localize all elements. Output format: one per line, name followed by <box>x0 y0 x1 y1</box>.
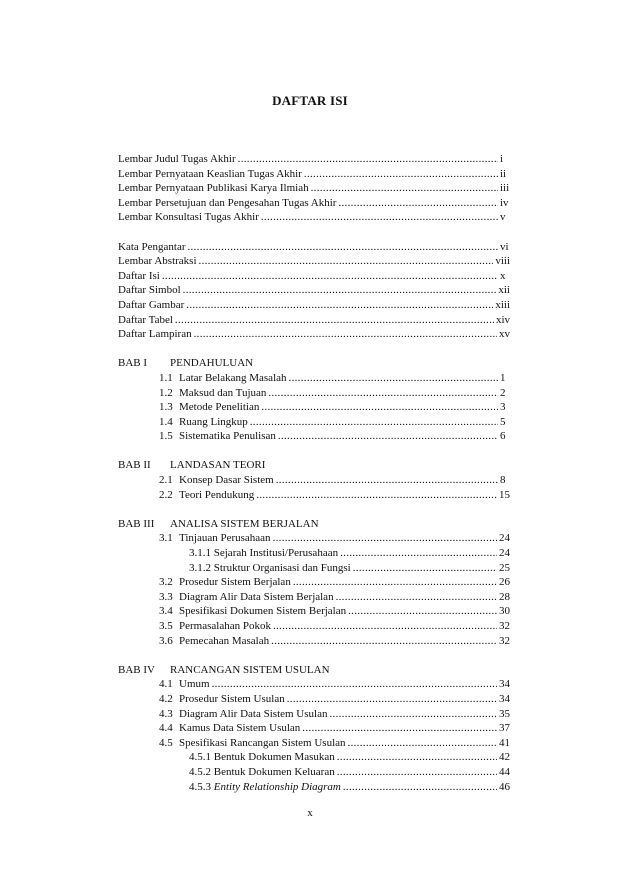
entry-text: Lembar Pernyataan Keaslian Tugas Akhir <box>118 167 302 180</box>
entry-title <box>159 531 271 546</box>
toc-entry <box>118 473 510 488</box>
entry-page: xii <box>498 284 510 297</box>
toc-entry <box>118 313 510 328</box>
toc-entry <box>118 210 510 225</box>
dot-leader <box>188 240 499 255</box>
toc-entry <box>118 269 510 284</box>
entry-text: Tinjauan Perusahaan <box>179 532 271 545</box>
toc-entry <box>118 561 510 576</box>
entry-title <box>159 386 266 401</box>
toc-entry <box>118 371 510 386</box>
toc-entry <box>118 152 510 167</box>
entry-text: Entity Relationship Diagram <box>213 780 341 793</box>
toc-entry <box>118 721 510 736</box>
chapter-label: BAB IV <box>118 663 155 676</box>
toc-entry <box>118 750 510 765</box>
entry-title <box>159 429 276 444</box>
dot-leader <box>329 707 497 722</box>
entry-title <box>189 561 351 576</box>
entry-title <box>118 210 259 225</box>
entry-text: Prosedur Sistem Usulan <box>179 692 285 705</box>
entry-text: Lembar Persetujuan dan Pengesahan Tugas Akhir <box>118 196 337 209</box>
entry-title <box>159 371 287 386</box>
toc-entry <box>118 386 510 401</box>
entry-page: 1 <box>500 371 506 384</box>
dot-leader <box>175 313 494 328</box>
entry-title <box>159 619 271 634</box>
chapter-heading <box>118 663 510 678</box>
dot-leader <box>194 327 497 342</box>
entry-page: 15 <box>499 488 510 501</box>
entry-title <box>118 327 192 342</box>
dot-leader <box>302 721 497 736</box>
toc-entry <box>118 298 510 313</box>
dot-leader <box>261 400 498 415</box>
spacer <box>118 444 510 459</box>
toc-entry <box>118 488 510 503</box>
toc-entry <box>118 429 510 444</box>
entry-page: iii <box>500 182 510 195</box>
entry-number: 2.1 <box>159 474 173 487</box>
entry-page: viii <box>495 255 510 268</box>
entry-title <box>118 254 197 269</box>
toc-entry <box>118 634 510 649</box>
table-of-contents <box>118 152 510 794</box>
entry-text: Permasalahan Pokok <box>179 620 271 632</box>
dot-leader <box>289 371 498 386</box>
dot-leader <box>348 736 497 751</box>
entry-title <box>159 473 274 488</box>
entry-number: 1.2 <box>159 386 173 399</box>
dot-leader <box>256 488 497 503</box>
dot-leader <box>343 780 497 795</box>
toc-entry <box>118 765 510 780</box>
chapter-title: LANDASAN TEORI <box>170 459 266 472</box>
entry-number: 3.5 <box>159 620 173 632</box>
dot-leader <box>304 167 498 182</box>
entry-text: Metode Penelitian <box>179 401 260 414</box>
entry-page: 28 <box>499 590 510 603</box>
dot-leader <box>278 429 498 444</box>
entry-page: 34 <box>499 692 510 705</box>
dot-leader <box>336 590 497 605</box>
entry-number: 2.2 <box>159 488 173 501</box>
dot-leader <box>273 619 497 634</box>
entry-page: 26 <box>499 576 510 589</box>
dot-leader <box>271 634 497 649</box>
entry-page: 34 <box>499 678 510 691</box>
dot-leader <box>162 269 498 284</box>
entry-number: 1.4 <box>159 415 173 428</box>
entry-page: 5 <box>500 415 506 428</box>
entry-number: 1.5 <box>159 430 173 443</box>
entry-number: 4.5.2 <box>189 765 214 778</box>
entry-page: 44 <box>499 765 510 778</box>
toc-entry <box>118 619 510 634</box>
dot-leader <box>287 692 497 707</box>
entry-text: Struktur Organisasi dan Fungsi <box>213 561 351 574</box>
toc-entry <box>118 531 510 546</box>
entry-page: i <box>500 153 504 165</box>
toc-entry <box>118 677 510 692</box>
toc-entry <box>118 707 510 722</box>
entry-title <box>189 750 335 765</box>
entry-text: Daftar Lampiran <box>118 328 192 341</box>
entry-page: 37 <box>499 722 510 735</box>
chapter-heading <box>118 356 510 371</box>
entry-text: Kata Pengantar <box>118 240 186 253</box>
entry-page: xiii <box>495 298 510 311</box>
entry-page: 46 <box>499 780 510 793</box>
entry-page: 3 <box>500 401 506 414</box>
entry-page: 42 <box>499 751 510 764</box>
dot-leader <box>238 152 498 167</box>
entry-title <box>118 152 236 167</box>
dot-leader <box>311 181 498 196</box>
entry-page: ii <box>500 167 507 180</box>
toc-entry <box>118 575 510 590</box>
entry-text: Kamus Data Sistem Usulan <box>179 722 301 735</box>
entry-text: Lembar Abstraksi <box>118 255 197 268</box>
toc-entry <box>118 196 510 211</box>
chapter-title: PENDAHULUAN <box>170 357 254 370</box>
toc-entry <box>118 327 510 342</box>
entry-text: Daftar Simbol <box>118 284 181 297</box>
entry-text: Bentuk Dokumen Masukan <box>213 751 335 764</box>
chapter-label: BAB I <box>118 357 148 370</box>
entry-title <box>159 575 291 590</box>
spacer <box>118 648 510 663</box>
entry-text: Lembar Konsultasi Tugas Akhir <box>118 211 259 224</box>
entry-number: 4.2 <box>159 692 173 705</box>
entry-title <box>189 780 341 795</box>
entry-number: 4.3 <box>159 707 173 720</box>
entry-title <box>159 400 259 415</box>
entry-title <box>159 677 210 692</box>
entry-text: Bentuk Dokumen Keluaran <box>213 765 335 778</box>
entry-title <box>118 196 336 211</box>
page-number: x <box>307 807 313 819</box>
entry-text: Pemecahan Masalah <box>179 634 270 647</box>
entry-page: vi <box>500 240 509 253</box>
entry-page: v <box>500 211 506 224</box>
dot-leader <box>353 561 497 576</box>
entry-text: Prosedur Sistem Berjalan <box>179 576 291 589</box>
dot-leader <box>293 575 497 590</box>
toc-entry <box>118 167 510 182</box>
entry-title <box>159 634 269 649</box>
toc-entry <box>118 283 510 298</box>
entry-text: Daftar Isi <box>118 269 160 282</box>
dot-leader <box>268 386 498 401</box>
dot-leader <box>338 196 498 211</box>
dot-leader <box>199 254 494 269</box>
page-title: DAFTAR ISI <box>272 93 348 108</box>
toc-entry <box>118 546 510 561</box>
entry-page: 32 <box>499 620 510 632</box>
entry-page: 2 <box>500 386 506 399</box>
entry-text: Sistematika Penulisan <box>179 430 276 443</box>
entry-title <box>159 488 254 503</box>
toc-entry <box>118 181 510 196</box>
entry-text: Teori Pendukung <box>179 488 255 501</box>
entry-text: Spesifikasi Rancangan Sistem Usulan <box>179 736 346 749</box>
entry-title <box>118 269 160 284</box>
entry-page: xiv <box>495 313 510 326</box>
entry-page: xv <box>499 328 510 341</box>
dot-leader <box>340 546 497 561</box>
entry-page: 24 <box>499 532 510 545</box>
chapter-heading <box>118 517 510 532</box>
toc-entry <box>118 692 510 707</box>
entry-text: Konsep Dasar Sistem <box>179 474 274 487</box>
spacer <box>118 342 510 357</box>
entry-page: iv <box>500 196 509 209</box>
entry-text: Ruang Lingkup <box>179 415 248 428</box>
toc-entry <box>118 240 510 255</box>
dot-leader <box>276 473 498 488</box>
entry-text: Diagram Alir Data Sistem Berjalan <box>179 590 334 603</box>
dot-leader <box>183 283 497 298</box>
chapter-title: ANALISA SISTEM BERJALAN <box>170 517 319 530</box>
entry-number: 3.4 <box>159 605 173 618</box>
entry-text: Sejarah Institusi/Perusahaan <box>213 547 339 560</box>
entry-page: 30 <box>499 605 510 618</box>
entry-title <box>118 283 181 298</box>
chapter-label: BAB II <box>118 459 151 472</box>
entry-text: Diagram Alir Data Sistem Usulan <box>179 707 328 720</box>
dot-leader <box>261 210 498 225</box>
entry-title <box>189 546 338 561</box>
dot-leader <box>273 531 497 546</box>
entry-title <box>118 298 184 313</box>
dot-leader <box>250 415 498 430</box>
entry-page: 25 <box>499 561 510 574</box>
entry-page: 41 <box>499 736 510 749</box>
entry-text: Daftar Gambar <box>118 298 185 311</box>
entry-number: 3.1 <box>159 532 173 545</box>
entry-number: 3.6 <box>159 634 173 647</box>
entry-text: Maksud dan Tujuan <box>179 386 267 399</box>
entry-number: 3.2 <box>159 576 173 589</box>
entry-title <box>159 590 334 605</box>
entry-title <box>118 240 186 255</box>
dot-leader <box>186 298 493 313</box>
entry-number: 4.1 <box>159 678 173 691</box>
spacer <box>118 225 510 240</box>
entry-title <box>159 707 327 722</box>
entry-number: 4.5.1 <box>189 751 214 764</box>
entry-page: 32 <box>499 634 510 647</box>
toc-entry <box>118 780 510 795</box>
entry-number: 3.3 <box>159 590 173 603</box>
entry-number: 3.1.2 <box>189 561 214 574</box>
entry-page: x <box>500 269 506 282</box>
chapter-label: BAB III <box>118 517 155 530</box>
entry-title <box>159 736 346 751</box>
toc-entry <box>118 736 510 751</box>
entry-title <box>118 167 302 182</box>
entry-page: 8 <box>500 474 506 487</box>
dot-leader <box>348 604 497 619</box>
entry-title <box>159 692 285 707</box>
entry-page: 6 <box>500 430 506 443</box>
entry-title <box>118 181 309 196</box>
entry-page: 24 <box>499 547 510 560</box>
entry-number: 1.1 <box>159 371 173 384</box>
dot-leader <box>212 677 497 692</box>
entry-text: Daftar Tabel <box>118 313 173 326</box>
entry-title <box>189 765 335 780</box>
entry-number: 1.3 <box>159 401 173 414</box>
entry-number: 4.4 <box>159 722 173 735</box>
toc-entry <box>118 400 510 415</box>
dot-leader <box>337 750 497 765</box>
entry-page: 35 <box>499 707 510 720</box>
chapter-title: RANCANGAN SISTEM USULAN <box>170 663 330 676</box>
dot-leader <box>337 765 497 780</box>
toc-entry <box>118 604 510 619</box>
entry-number: 3.1.1 <box>189 547 214 560</box>
entry-number: 4.5 <box>159 736 173 749</box>
toc-entry <box>118 590 510 605</box>
entry-title <box>159 604 346 619</box>
entry-text: Lembar Pernyataan Publikasi Karya Ilmiah <box>118 182 309 195</box>
entry-text: Umum <box>179 678 210 691</box>
toc-entry <box>118 254 510 269</box>
toc-entry <box>118 415 510 430</box>
entry-title <box>118 313 173 328</box>
entry-text: Latar Belakang Masalah <box>179 371 287 384</box>
entry-text: Spesifikasi Dokumen Sistem Berjalan <box>179 605 347 618</box>
entry-title <box>159 415 248 430</box>
entry-text: Lembar Judul Tugas Akhir <box>118 153 236 165</box>
entry-number: 4.5.3 <box>189 780 214 793</box>
chapter-heading <box>118 458 510 473</box>
entry-title <box>159 721 300 736</box>
spacer <box>118 502 510 517</box>
